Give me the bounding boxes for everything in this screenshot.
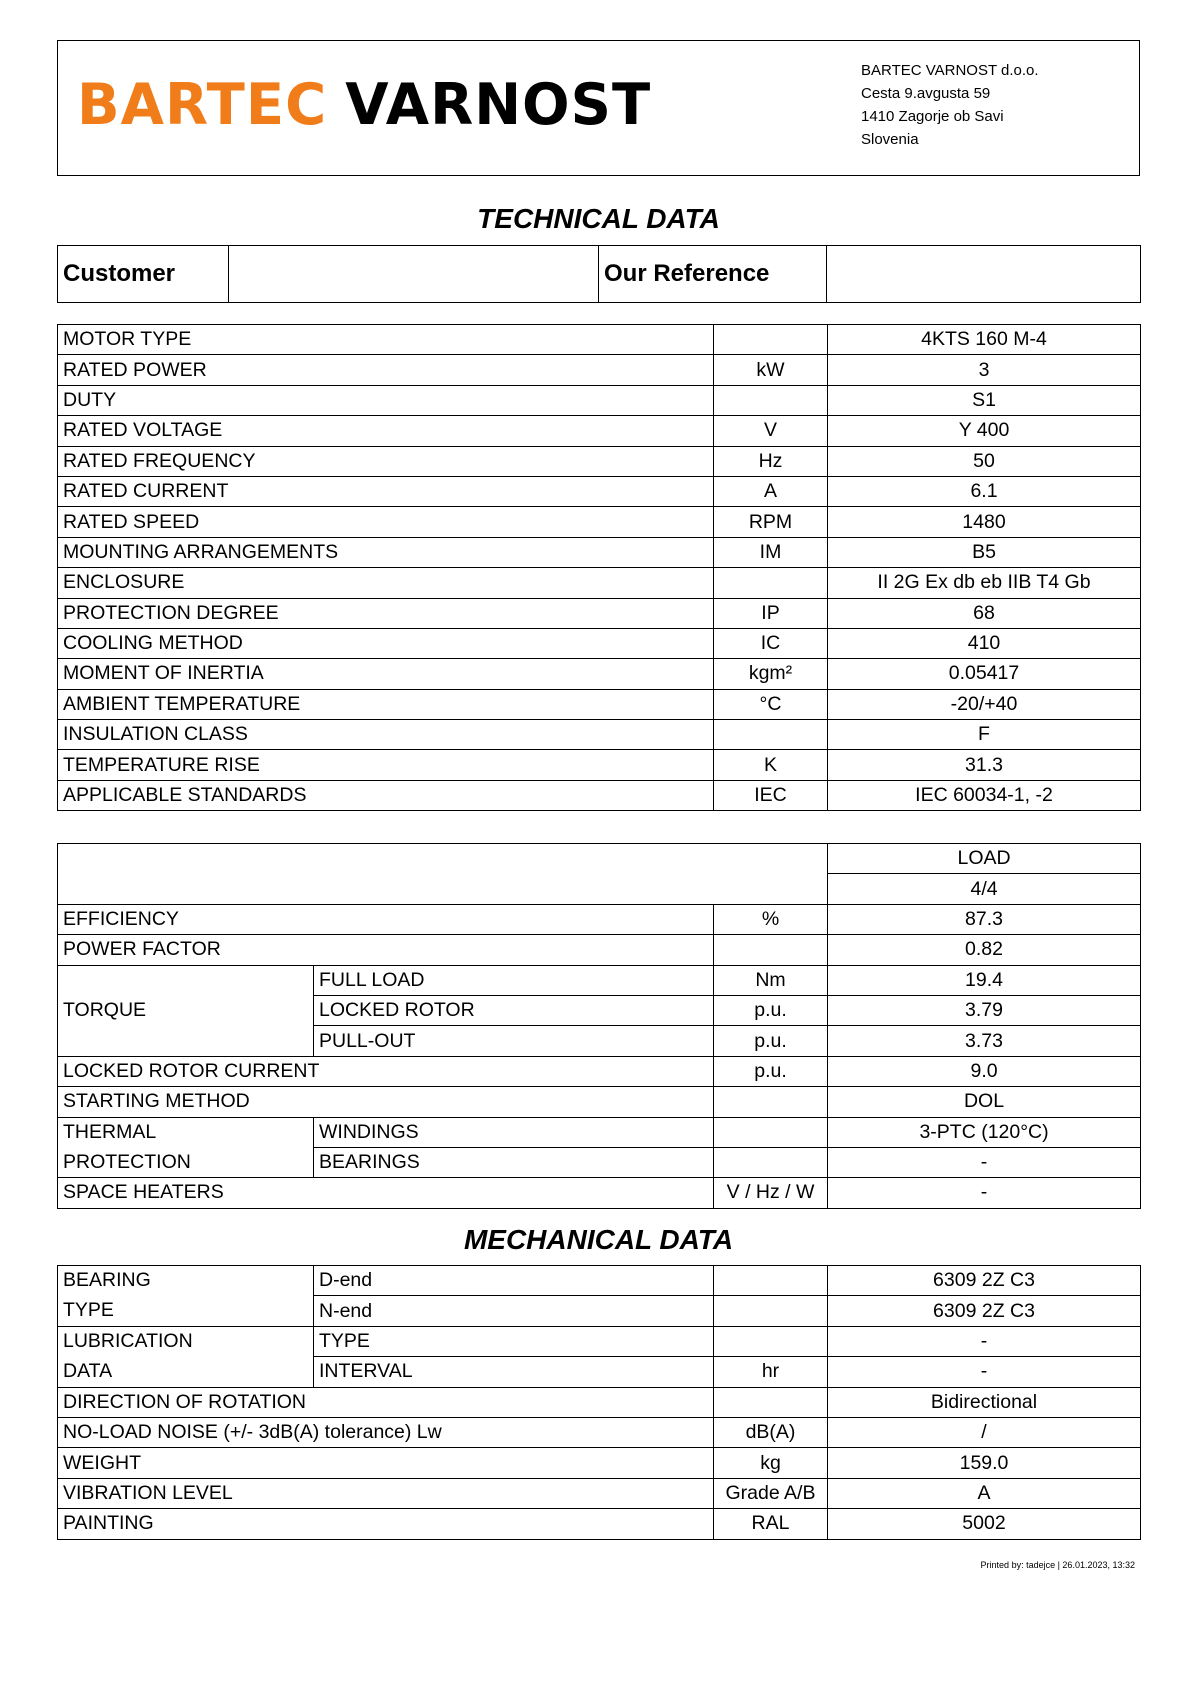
letterhead bbox=[57, 40, 1140, 176]
row-sublabel: PULL-OUT bbox=[314, 1026, 714, 1056]
row-label: NO-LOAD NOISE (+/- 3dB(A) tolerance) Lw bbox=[58, 1417, 714, 1447]
row-value: 6.1 bbox=[828, 476, 1141, 506]
lubrication-label: LUBRICATION bbox=[58, 1326, 314, 1356]
row-label: RATED POWER bbox=[58, 355, 714, 385]
table-row bbox=[58, 720, 1141, 750]
row-value: Y 400 bbox=[828, 416, 1141, 446]
table-row bbox=[58, 1087, 1141, 1117]
reference-value bbox=[827, 246, 1141, 303]
address-line: BARTEC VARNOST d.o.o. bbox=[861, 62, 1039, 79]
table-row bbox=[58, 935, 1141, 965]
table-row bbox=[58, 1509, 1141, 1539]
row-unit: hr bbox=[714, 1357, 828, 1387]
row-value: 0.82 bbox=[828, 935, 1141, 965]
row-value: - bbox=[828, 1326, 1141, 1356]
row-sublabel: D-end bbox=[314, 1266, 714, 1296]
table-row bbox=[58, 355, 1141, 385]
table-row bbox=[58, 1448, 1141, 1478]
row-unit: IP bbox=[714, 598, 828, 628]
table-row bbox=[58, 476, 1141, 506]
table-row bbox=[58, 507, 1141, 537]
address-line: Cesta 9.avgusta 59 bbox=[861, 85, 991, 102]
row-label: RATED FREQUENCY bbox=[58, 446, 714, 476]
bearing-label: TYPE bbox=[58, 1296, 314, 1326]
row-unit bbox=[714, 385, 828, 415]
table-row bbox=[58, 325, 1141, 355]
row-unit: IM bbox=[714, 537, 828, 567]
torque-label: TORQUE bbox=[58, 965, 314, 1056]
row-unit: kgm² bbox=[714, 659, 828, 689]
row-label: WEIGHT bbox=[58, 1448, 714, 1478]
table-row bbox=[58, 568, 1141, 598]
table-row bbox=[58, 1117, 1141, 1147]
row-label: RATED SPEED bbox=[58, 507, 714, 537]
row-unit: RAL bbox=[714, 1509, 828, 1539]
row-unit: p.u. bbox=[714, 1056, 828, 1086]
table-row bbox=[58, 1387, 1141, 1417]
row-value: II 2G Ex db eb IIB T4 Gb bbox=[828, 568, 1141, 598]
row-unit: kW bbox=[714, 355, 828, 385]
row-unit bbox=[714, 1117, 828, 1147]
row-value: F bbox=[828, 720, 1141, 750]
row-value: 410 bbox=[828, 628, 1141, 658]
row-label: DUTY bbox=[58, 385, 714, 415]
row-label: RATED VOLTAGE bbox=[58, 416, 714, 446]
row-unit: Grade A/B bbox=[714, 1478, 828, 1508]
thermal-label: THERMAL bbox=[58, 1117, 314, 1147]
row-unit: RPM bbox=[714, 507, 828, 537]
row-unit bbox=[714, 568, 828, 598]
table-row bbox=[58, 1296, 1141, 1326]
row-unit: K bbox=[714, 750, 828, 780]
row-value: DOL bbox=[828, 1087, 1141, 1117]
load-header: LOAD bbox=[828, 844, 1141, 874]
row-unit: IC bbox=[714, 628, 828, 658]
row-value: 159.0 bbox=[828, 1448, 1141, 1478]
row-unit: °C bbox=[714, 689, 828, 719]
row-unit: V / Hz / W bbox=[714, 1178, 828, 1208]
row-label: MOMENT OF INERTIA bbox=[58, 659, 714, 689]
row-unit: A bbox=[714, 476, 828, 506]
table-row bbox=[58, 537, 1141, 567]
row-sublabel: WINDINGS bbox=[314, 1117, 714, 1147]
table-row bbox=[58, 1417, 1141, 1447]
row-label: EFFICIENCY bbox=[58, 904, 714, 934]
company-address bbox=[861, 59, 1039, 151]
row-label: APPLICABLE STANDARDS bbox=[58, 780, 714, 810]
address-line: 1410 Zagorje ob Savi bbox=[861, 108, 1004, 125]
row-unit: Hz bbox=[714, 446, 828, 476]
row-unit bbox=[714, 935, 828, 965]
row-unit bbox=[714, 1087, 828, 1117]
row-value: 3 bbox=[828, 355, 1141, 385]
row-value: B5 bbox=[828, 537, 1141, 567]
row-value: 6309 2Z C3 bbox=[828, 1296, 1141, 1326]
technical-data-title: TECHNICAL DATA bbox=[477, 203, 720, 234]
performance-table bbox=[57, 843, 1141, 1209]
row-label: VIBRATION LEVEL bbox=[58, 1478, 714, 1508]
row-label: AMBIENT TEMPERATURE bbox=[58, 689, 714, 719]
table-row bbox=[58, 1326, 1141, 1356]
row-value: - bbox=[828, 1357, 1141, 1387]
table-row bbox=[58, 965, 1141, 995]
row-label: PROTECTION DEGREE bbox=[58, 598, 714, 628]
row-label: INSULATION CLASS bbox=[58, 720, 714, 750]
row-unit: p.u. bbox=[714, 995, 828, 1025]
mechanical-data-title: MECHANICAL DATA bbox=[463, 1224, 734, 1255]
row-value: 19.4 bbox=[828, 965, 1141, 995]
row-value: 3.73 bbox=[828, 1026, 1141, 1056]
row-label: LOCKED ROTOR CURRENT bbox=[58, 1056, 714, 1086]
row-value: - bbox=[828, 1178, 1141, 1208]
row-unit: Nm bbox=[714, 965, 828, 995]
table-row bbox=[58, 385, 1141, 415]
row-sublabel: TYPE bbox=[314, 1326, 714, 1356]
row-label: ENCLOSURE bbox=[58, 568, 714, 598]
row-value: A bbox=[828, 1478, 1141, 1508]
row-value: S1 bbox=[828, 385, 1141, 415]
row-unit: kg bbox=[714, 1448, 828, 1478]
row-label: SPACE HEATERS bbox=[58, 1178, 714, 1208]
row-label: MOUNTING ARRANGEMENTS bbox=[58, 537, 714, 567]
row-value: / bbox=[828, 1417, 1141, 1447]
row-sublabel: LOCKED ROTOR bbox=[314, 995, 714, 1025]
table-row bbox=[58, 598, 1141, 628]
company-logo bbox=[77, 71, 652, 139]
table-row bbox=[58, 659, 1141, 689]
table-row bbox=[58, 750, 1141, 780]
row-value: 50 bbox=[828, 446, 1141, 476]
row-sublabel: INTERVAL bbox=[314, 1357, 714, 1387]
customer-label: Customer bbox=[58, 246, 229, 303]
row-value: 6309 2Z C3 bbox=[828, 1266, 1141, 1296]
row-value: 4KTS 160 M-4 bbox=[828, 325, 1141, 355]
row-sublabel: FULL LOAD bbox=[314, 965, 714, 995]
table-row bbox=[58, 628, 1141, 658]
printed-by-footer: Printed by: tadejce | 26.01.2023, 13:32 bbox=[980, 1560, 1135, 1570]
table-row bbox=[58, 689, 1141, 719]
load-fraction: 4/4 bbox=[828, 874, 1141, 904]
row-label: POWER FACTOR bbox=[58, 935, 714, 965]
table-row bbox=[58, 1147, 1141, 1177]
row-value: 1480 bbox=[828, 507, 1141, 537]
row-unit: IEC bbox=[714, 780, 828, 810]
row-value: 3-PTC (120°C) bbox=[828, 1117, 1141, 1147]
row-value: -20/+40 bbox=[828, 689, 1141, 719]
table-row bbox=[58, 1056, 1141, 1086]
row-value: 68 bbox=[828, 598, 1141, 628]
row-value: 5002 bbox=[828, 1509, 1141, 1539]
row-value: 9.0 bbox=[828, 1056, 1141, 1086]
row-unit: p.u. bbox=[714, 1026, 828, 1056]
row-unit bbox=[714, 1296, 828, 1326]
row-sublabel: BEARINGS bbox=[314, 1147, 714, 1177]
row-unit: % bbox=[714, 904, 828, 934]
table-row bbox=[58, 1178, 1141, 1208]
row-value: 31.3 bbox=[828, 750, 1141, 780]
row-unit bbox=[714, 1147, 828, 1177]
row-sublabel: N-end bbox=[314, 1296, 714, 1326]
reference-label: Our Reference bbox=[599, 246, 827, 303]
table-row bbox=[58, 1357, 1141, 1387]
table-row bbox=[58, 1478, 1141, 1508]
logo-bartec: BARTEC bbox=[77, 71, 328, 139]
row-value: 3.79 bbox=[828, 995, 1141, 1025]
row-label: COOLING METHOD bbox=[58, 628, 714, 658]
lubrication-label: DATA bbox=[58, 1357, 314, 1387]
row-unit: dB(A) bbox=[714, 1417, 828, 1447]
customer-table bbox=[57, 245, 1141, 303]
blank-cell bbox=[58, 844, 828, 905]
technical-data-table bbox=[57, 324, 1141, 811]
row-value: IEC 60034-1, -2 bbox=[828, 780, 1141, 810]
row-unit: V bbox=[714, 416, 828, 446]
row-unit bbox=[714, 1266, 828, 1296]
row-label: PAINTING bbox=[58, 1509, 714, 1539]
address-line: Slovenia bbox=[861, 131, 919, 148]
row-value: Bidirectional bbox=[828, 1387, 1141, 1417]
row-label: TEMPERATURE RISE bbox=[58, 750, 714, 780]
row-unit bbox=[714, 1387, 828, 1417]
row-value: - bbox=[828, 1147, 1141, 1177]
thermal-label: PROTECTION bbox=[58, 1147, 314, 1177]
table-row bbox=[58, 1266, 1141, 1296]
row-unit bbox=[714, 325, 828, 355]
row-value: 0.05417 bbox=[828, 659, 1141, 689]
row-label: DIRECTION OF ROTATION bbox=[58, 1387, 714, 1417]
row-unit bbox=[714, 1326, 828, 1356]
logo-varnost: VARNOST bbox=[345, 71, 652, 139]
customer-value bbox=[229, 246, 599, 303]
row-value: 87.3 bbox=[828, 904, 1141, 934]
table-row bbox=[58, 446, 1141, 476]
table-row bbox=[58, 416, 1141, 446]
table-row bbox=[58, 780, 1141, 810]
mechanical-data-table bbox=[57, 1265, 1141, 1540]
bearing-label: BEARING bbox=[58, 1266, 314, 1296]
row-unit bbox=[714, 720, 828, 750]
row-label: MOTOR TYPE bbox=[58, 325, 714, 355]
row-label: STARTING METHOD bbox=[58, 1087, 714, 1117]
table-row bbox=[58, 904, 1141, 934]
row-label: RATED CURRENT bbox=[58, 476, 714, 506]
